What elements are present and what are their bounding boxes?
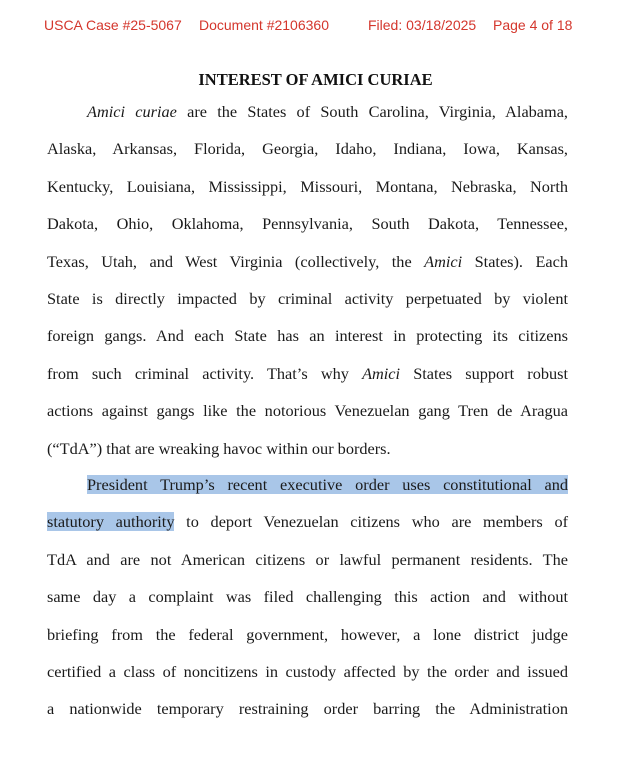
paragraph-line: certified a class of noncitizens in custody affected by the order and issued (47, 661, 568, 681)
italic-text: Amici (362, 363, 401, 383)
italic-text: Amici curiae (87, 102, 177, 121)
text-run: States). Each (462, 251, 569, 271)
paragraph-line: actions against gangs like the notorious Venezuelan gang Tren de Aragua (47, 401, 568, 421)
filing-header (44, 17, 573, 37)
paragraph-line (47, 466, 568, 503)
italic-text: Amici (424, 251, 463, 271)
text-run: Texas, Utah, and West Virginia (collectively, the (47, 251, 425, 271)
paragraph-line (47, 503, 568, 540)
paragraph-line (47, 243, 568, 280)
section-title: INTEREST OF AMICI CURIAE (198, 70, 433, 89)
case-number: USCA Case #25-5067 (44, 17, 182, 33)
paragraph-line: Kentucky, Louisiana, Mississippi, Missouri, Montana, Nebraska, North (47, 176, 568, 196)
text-run: from such criminal activity. That’s why (47, 363, 363, 383)
paragraph-line: briefing from the federal government, however, a lone district judge (47, 624, 568, 644)
page-number: Page 4 of 18 (493, 17, 573, 33)
filed-date: Filed: 03/18/2025 (368, 17, 477, 33)
paragraph-line: a nationwide temporary restraining order barring the Administration (47, 699, 568, 719)
paragraph-line: State is directly impacted by criminal activity perpetuated by violent (47, 288, 568, 308)
paragraph-executive-order (47, 466, 568, 728)
text-run: to deport Venezuelan citizens who are members of (174, 512, 569, 532)
text-run: are the States of South Carolina, Virginia, Alabama, (176, 102, 568, 121)
paragraph-interest (47, 93, 568, 467)
document-number: Document #2106360 (199, 17, 329, 33)
paragraph-line (47, 355, 568, 392)
highlighted-text[interactable]: President Trump’s recent executive order uses constitutional and (87, 475, 568, 494)
paragraph-line: same day a complaint was filed challenging this action and without (47, 587, 568, 607)
paragraph-line: (“TdA”) that are wreaking havoc within our borders. (47, 438, 391, 458)
highlighted-text[interactable]: statutory authority (47, 512, 175, 532)
paragraph-line: Dakota, Ohio, Oklahoma, Pennsylvania, South Dakota, Tennessee, (47, 214, 568, 234)
paragraph-line (47, 93, 568, 130)
paragraph-line: TdA and are not American citizens or lawful permanent residents. The (47, 549, 568, 569)
paragraph-line: Alaska, Arkansas, Florida, Georgia, Idaho, Indiana, Iowa, Kansas, (47, 139, 568, 159)
text-run: States support robust (400, 363, 568, 383)
paragraph-line: foreign gangs. And each State has an interest in protecting its citizens (47, 326, 568, 346)
